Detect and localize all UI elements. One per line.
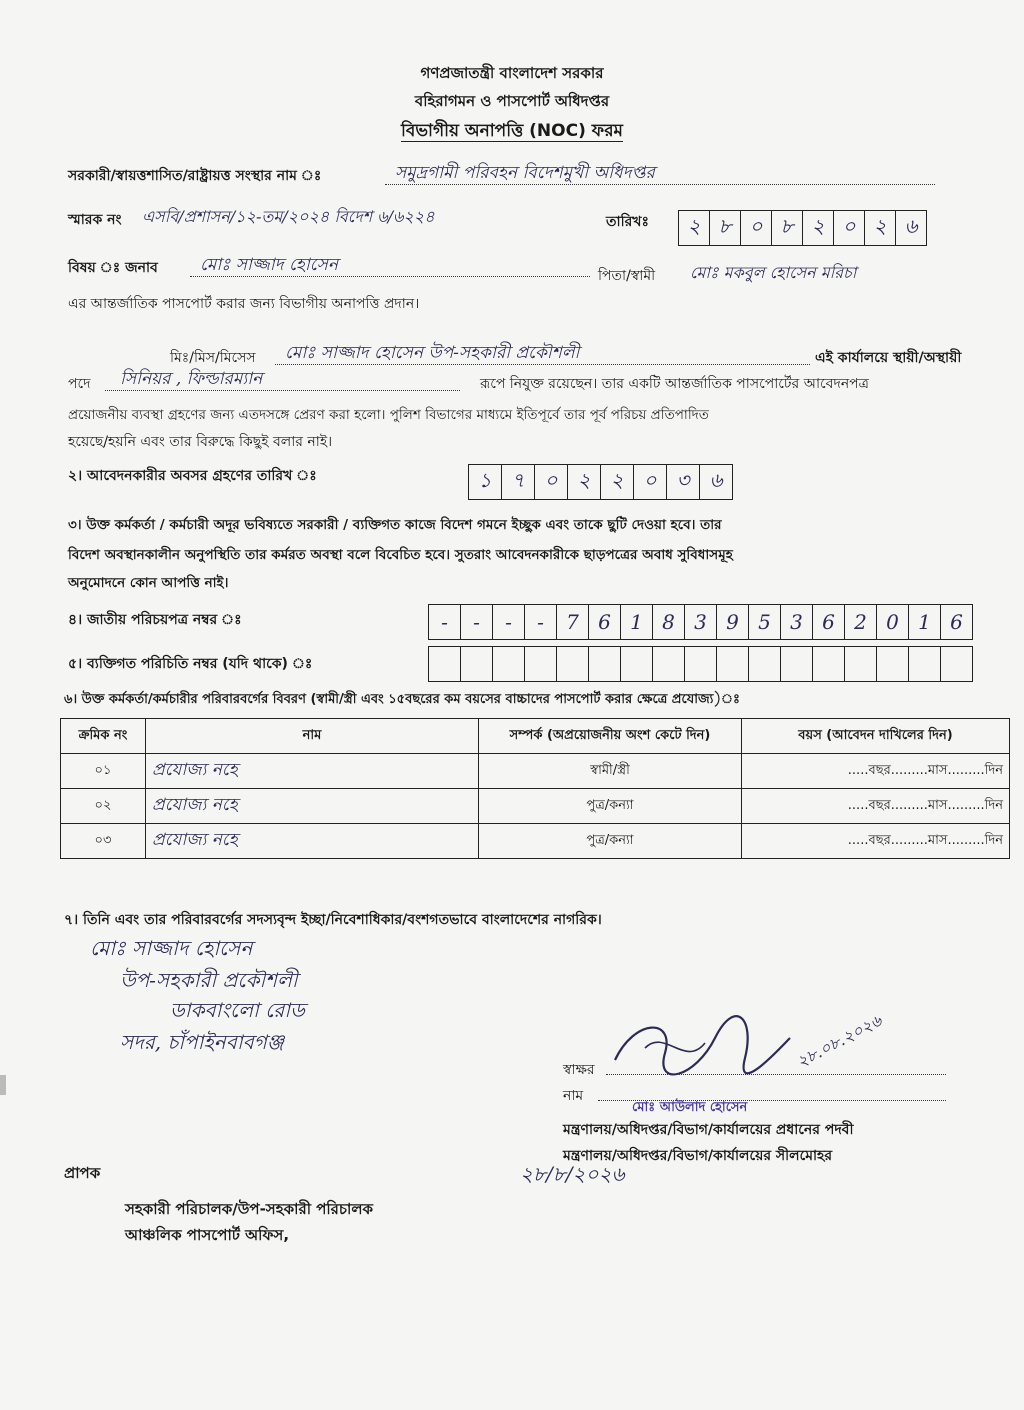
father-label: পিতা/স্বামী xyxy=(598,268,656,284)
nid-label: ৪। জাতীয় পরিচয়পত্র নম্বর ঃ xyxy=(68,612,242,628)
family-table xyxy=(60,718,1010,859)
post-label: পদে xyxy=(68,376,91,392)
form-title: বিভাগীয় অনাপত্তি (NOC) ফরম xyxy=(401,121,623,141)
digit-box xyxy=(749,647,781,681)
digit-box: 6 xyxy=(950,610,963,634)
memo-date-label: তারিখঃ xyxy=(606,214,649,230)
digit-box: ২ xyxy=(601,465,634,499)
retirement-label: ২। আবেদনকারীর অবসর গ্রহণের তারিখ ঃ xyxy=(68,468,317,484)
body-p1-end: এই কার্যালয়ে স্থায়ী/অস্থায়ী xyxy=(815,350,962,366)
address-line: ডাকবাংলো রোড xyxy=(170,998,305,1022)
digit-box: 6 xyxy=(589,605,621,639)
body-p2: রূপে নিযুক্ত রয়েছেন। তার একটি আন্তর্জাতিক পাসপোর্টের আবেদনপত্র xyxy=(480,376,869,392)
digit-box: ৮ xyxy=(710,211,741,245)
subject-label: বিষয় ঃ জনাব xyxy=(68,260,158,276)
org-label: সরকারী/স্বায়ত্তশাসিত/রাষ্ট্রায়ত্ত সংস্থার নাম ঃ xyxy=(68,168,322,184)
digit-box: 5 xyxy=(749,605,781,639)
address-line: উপ-সহকারী প্রকৌশলী xyxy=(120,968,298,992)
salutation: মিঃ/মিস/মিসেস xyxy=(170,350,256,366)
signature-date: ২৮.০৮.২০২৬ xyxy=(793,1010,885,1072)
address-line: সদর, চাঁপাইনবাবগঞ্জ xyxy=(120,1030,285,1054)
row-age: .....বছর.........মাস.........দিন xyxy=(742,754,1010,789)
digit-box xyxy=(589,647,621,681)
recipient-line2: আঞ্চলিক পাসপোর্ট অফিস, xyxy=(125,1226,290,1244)
row-name: প্রযোজ্য নহে xyxy=(146,824,479,859)
digit-box: - xyxy=(461,605,493,639)
recipient-label: প্রাপক xyxy=(64,1164,101,1182)
signature-scribble xyxy=(605,1008,795,1078)
row-relation: স্বামী/স্ত্রী xyxy=(479,754,742,789)
item3-line3: অনুমোদনে কোন আপত্তি নাই। xyxy=(68,575,229,591)
department-title: বহিরাগমন ও পাসপোর্ট অধিদপ্তর xyxy=(414,92,610,110)
digit-box xyxy=(845,647,877,681)
digit-box: - xyxy=(429,605,461,639)
col-name: নাম xyxy=(146,719,479,754)
digit-box: - xyxy=(493,605,525,639)
row-relation: পুত্র/কন্যা xyxy=(479,789,742,824)
table-row xyxy=(61,824,1010,859)
row-age: .....বছর.........মাস.........দিন xyxy=(742,824,1010,859)
digit-box: 1 xyxy=(909,605,941,639)
nid-boxes xyxy=(428,604,973,640)
digit-box: 2 xyxy=(845,605,877,639)
row-name: প্রযোজ্য নহে xyxy=(146,754,479,789)
digit-box: ২ xyxy=(803,211,834,245)
table-row xyxy=(61,754,1010,789)
family-label: ৬। উক্ত কর্মকর্তা/কর্মচারীর পরিবারবর্গের বিবরণ (স্বামী/স্ত্রী এবং ১৫বছরের কম বয়সের বাচ্চাদের পাসপোর্ট করার ক্ষেত্রে প্রযোজ্য)ঃ xyxy=(64,692,740,707)
digit-box: ২ xyxy=(679,211,710,245)
digit-box: ১ xyxy=(469,465,502,499)
digit-box: 0 xyxy=(877,605,909,639)
digit-box: ০ xyxy=(741,211,772,245)
digit-box: 9 xyxy=(717,605,749,639)
family-table-header xyxy=(61,719,1010,754)
digit-box: 3 xyxy=(685,605,717,639)
row-serial: ০৩ xyxy=(61,824,146,859)
memo-value: এসবি/প্রশাসন/১২-তম/২০২৪ বিদেশ ৬/৬২২৪ xyxy=(142,207,435,226)
digit-box xyxy=(941,647,972,681)
digit-box: ০ xyxy=(634,465,667,499)
item3-line1: ৩। উক্ত কর্মকর্তা / কর্মচারী অদূর ভবিষ্যতে সরকারী / ব্যক্তিগত কাজে বিদেশ গমনে ইচ্ছুক এবং তাকে ছুটি দেওয়া হবে। তার xyxy=(68,517,722,533)
govt-title: গণপ্রজাতন্ত্রী বাংলাদেশ সরকার xyxy=(420,64,604,82)
digit-box xyxy=(429,647,461,681)
sign-label: স্বাক্ষর xyxy=(563,1062,595,1078)
org-value: সমুদ্রগামী পরিবহন বিদেশমুখী অধিদপ্তর xyxy=(395,163,655,183)
digit-box xyxy=(781,647,813,681)
col-relation: সম্পর্ক (অপ্রয়োজনীয় অংশ কেটে দিন) xyxy=(479,719,742,754)
digit-box xyxy=(653,647,685,681)
digit-box: - xyxy=(525,605,557,639)
father-value: মোঃ মকবুল হোসেন মরিচা xyxy=(690,263,857,282)
seal-label: মন্ত্রণালয়/অধিদপ্তর/বিভাগ/কার্যালয়ের সীলমোহর xyxy=(563,1148,833,1164)
item3-line2: বিদেশ অবস্থানকালীন অনুপস্থিতি তার কর্মরত অবস্থা বলে বিবেচিত হবে। সুতরাং আবেদনকারীকে ছাড়পত্রের অবাধ সুবিধাসমূহ xyxy=(68,547,733,563)
row-name: প্রযোজ্য নহে xyxy=(146,789,479,824)
digit-box: 3 xyxy=(781,605,813,639)
row-serial: ০১ xyxy=(61,754,146,789)
address-line: মোঃ সাজ্জাদ হোসেন xyxy=(90,936,253,960)
pin-boxes xyxy=(428,646,973,682)
digit-box xyxy=(813,647,845,681)
digit-box: ৬ xyxy=(709,467,723,492)
body-p3: প্রয়োজনীয় ব্যবস্থা গ্রহণের জন্য এতদসঙ্গে প্রেরণ করা হলো। পুলিশ বিভাগের মাধ্যমে ইতিপূর্বে তার পূর্ব পরিচয় প্রতিপাদিত xyxy=(68,407,709,423)
row-age: .....বছর.........মাস.........দিন xyxy=(742,789,1010,824)
person-name: মোঃ সাজ্জাদ হোসেন উপ-সহকারী প্রকৌশলী xyxy=(285,343,580,363)
digit-box xyxy=(461,647,493,681)
digit-box: 7 xyxy=(557,605,589,639)
recipient-line1: সহকারী পরিচালক/উপ-সহকারী পরিচালক xyxy=(125,1200,374,1218)
initial-date: ২৮/৮/২০২৬ xyxy=(520,1162,625,1186)
digit-box: 1 xyxy=(621,605,653,639)
digit-box: ০ xyxy=(834,211,865,245)
digit-box: 8 xyxy=(653,605,685,639)
scan-edge-mark xyxy=(0,1075,6,1095)
digit-box xyxy=(909,647,941,681)
post-dotline xyxy=(105,390,460,391)
retirement-date-boxes xyxy=(468,464,733,500)
post-value: সিনিয়র , ফিল্ডারম্যান xyxy=(120,369,263,389)
name-stamp: মোঃ আউলাদ হোসেন xyxy=(632,1100,748,1115)
digit-box xyxy=(493,647,525,681)
subject-line2: এর আন্তর্জাতিক পাসপোর্ট করার জন্য বিভাগীয় অনাপত্তি প্রদান। xyxy=(68,296,420,312)
subject-dotline xyxy=(190,276,590,277)
person-dotline xyxy=(275,364,810,365)
row-relation: পুত্র/কন্যা xyxy=(479,824,742,859)
col-age: বয়স (আবেদন দাখিলের দিন) xyxy=(742,719,1010,754)
digit-box: ২ xyxy=(568,465,601,499)
digit-box: ২ xyxy=(865,211,896,245)
col-serial: ক্রমিক নং xyxy=(61,719,146,754)
memo-label: স্মারক নং xyxy=(68,212,122,228)
digit-box xyxy=(525,647,557,681)
sign-dotline xyxy=(606,1074,946,1075)
digit-box xyxy=(621,647,653,681)
table-row xyxy=(61,789,1010,824)
pin-label: ৫। ব্যক্তিগত পরিচিতি নম্বর (যদি থাকে) ঃ xyxy=(68,656,313,672)
digit-box xyxy=(557,647,589,681)
org-dotline xyxy=(385,184,935,185)
name-label: নাম xyxy=(563,1088,584,1104)
citizenship-statement: ৭। তিনি এবং তার পরিবারবর্গের সদস্যবৃন্দ ইচ্ছা/নিবেশাধিকার/বংশগতভাবে বাংলাদেশের নাগরিক। xyxy=(64,912,602,928)
digit-box: ৭ xyxy=(502,465,535,499)
digit-box: ০ xyxy=(535,465,568,499)
designation-label: মন্ত্রণালয়/অধিদপ্তর/বিভাগ/কার্যালয়ের প্রধানের পদবী xyxy=(563,1122,854,1138)
memo-date-boxes xyxy=(678,210,927,246)
row-serial: ০২ xyxy=(61,789,146,824)
digit-box: ৮ xyxy=(772,211,803,245)
digit-box: ৬ xyxy=(904,213,918,238)
digit-box xyxy=(685,647,717,681)
digit-box: ৩ xyxy=(667,465,700,499)
digit-box xyxy=(717,647,749,681)
subject-name: মোঃ সাজ্জাদ হোসেন xyxy=(200,255,338,275)
digit-box xyxy=(877,647,909,681)
body-p4: হয়েছে/হয়নি এবং তার বিরুদ্ধে কিছুই বলার নাই। xyxy=(68,434,333,450)
digit-box: 6 xyxy=(813,605,845,639)
